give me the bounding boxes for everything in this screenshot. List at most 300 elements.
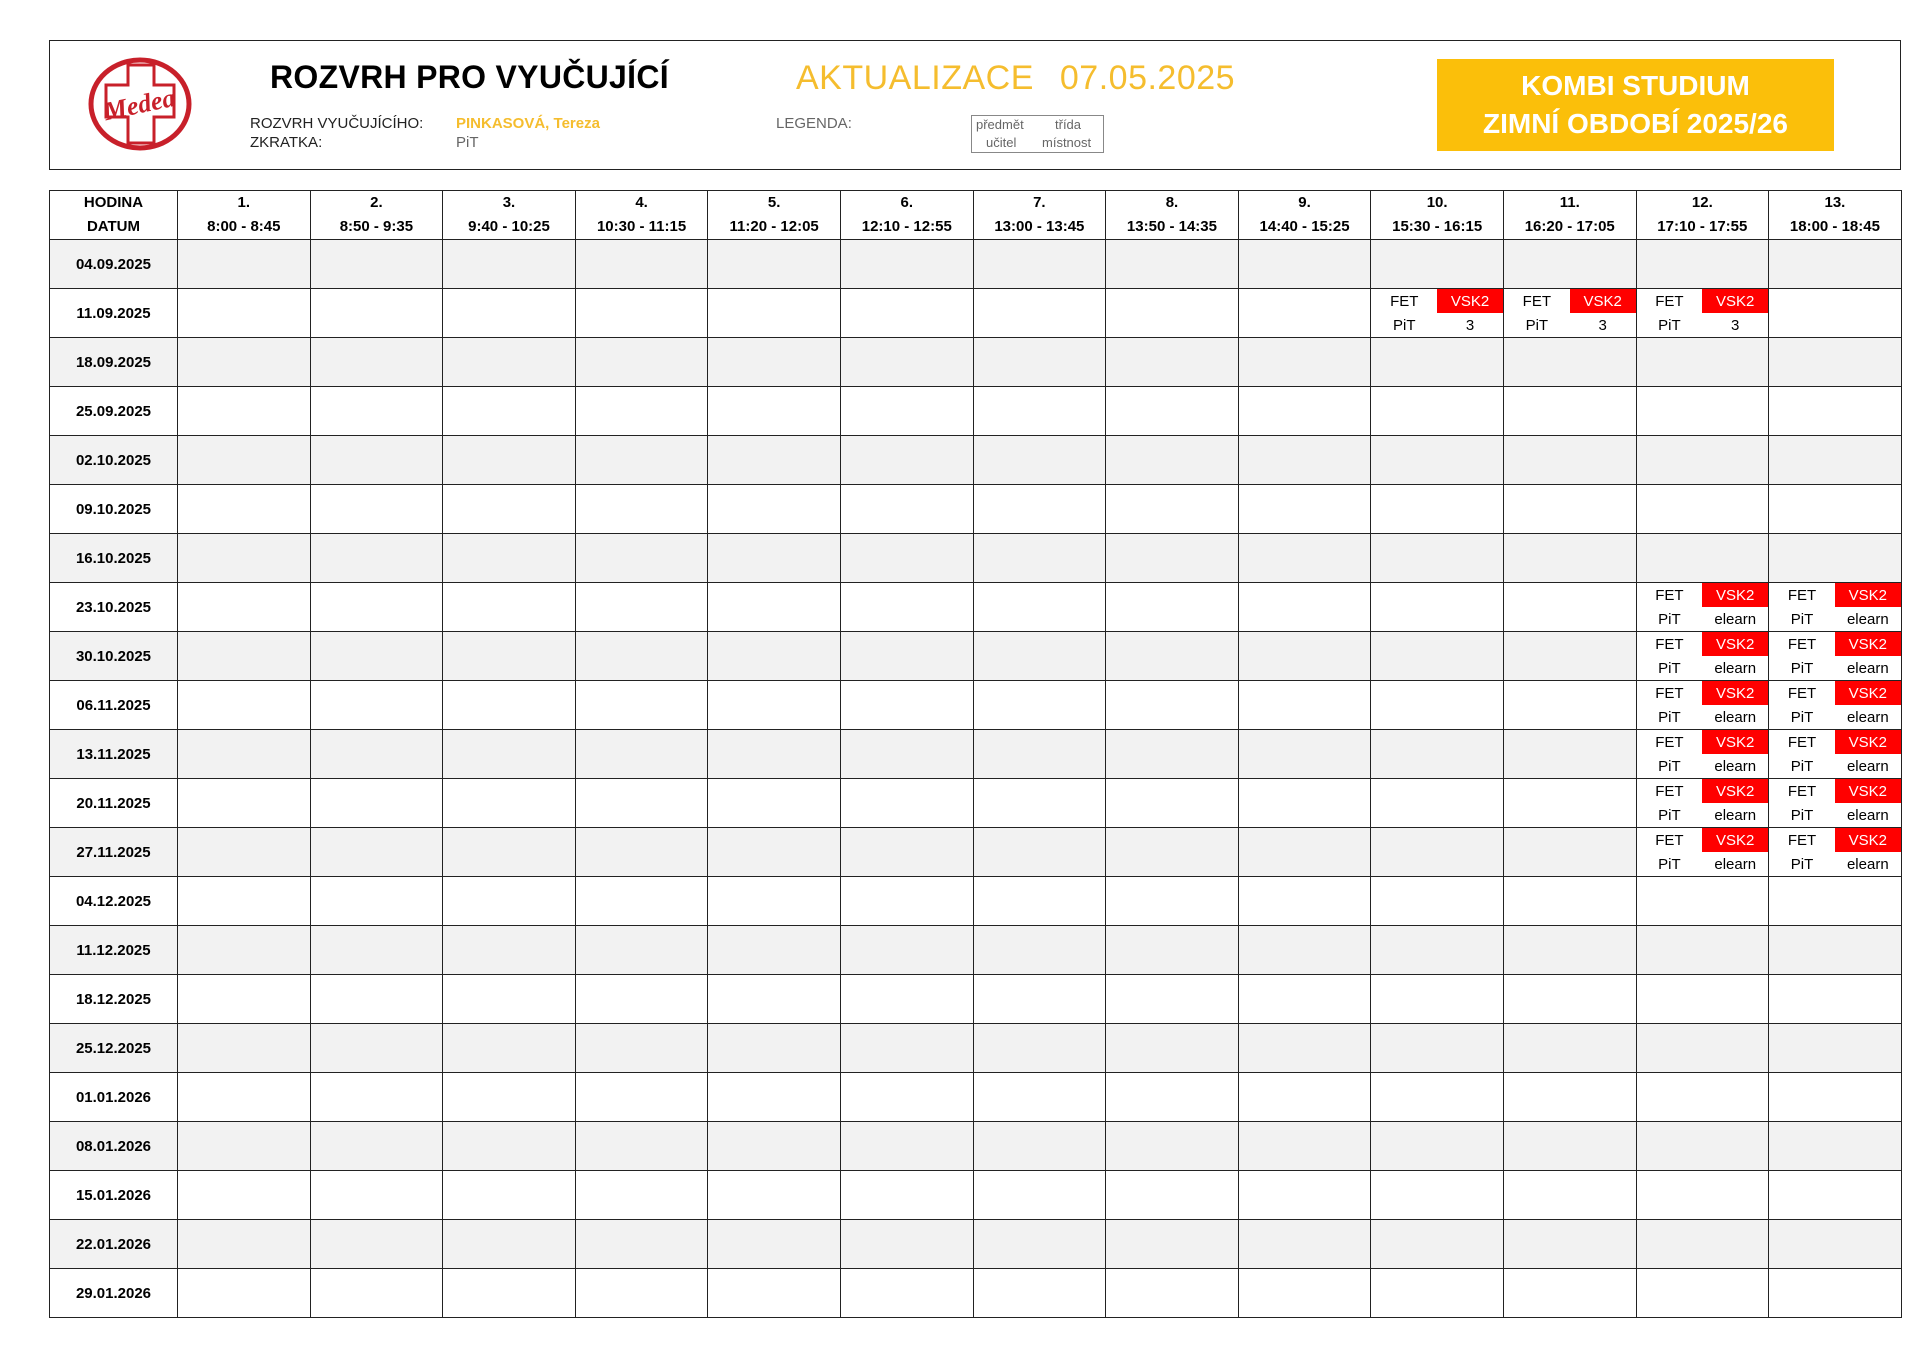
lesson-entry[interactable]	[1769, 681, 1901, 729]
lesson-entry[interactable]	[1637, 779, 1769, 827]
timetable-cell[interactable]	[708, 877, 841, 926]
timetable-cell[interactable]	[1371, 926, 1504, 975]
timetable-cell[interactable]	[1503, 926, 1636, 975]
timetable-cell[interactable]	[1106, 1122, 1239, 1171]
timetable-cell[interactable]	[178, 877, 311, 926]
timetable-cell[interactable]	[310, 730, 443, 779]
timetable-cell[interactable]	[1371, 730, 1504, 779]
timetable-cell[interactable]	[708, 1073, 841, 1122]
timetable-cell[interactable]	[575, 534, 708, 583]
timetable-cell[interactable]	[1238, 387, 1371, 436]
timetable-cell[interactable]	[973, 779, 1106, 828]
timetable-cell[interactable]	[1769, 436, 1902, 485]
timetable-cell[interactable]	[443, 1024, 576, 1073]
timetable-cell[interactable]	[1769, 1269, 1902, 1318]
timetable-cell[interactable]	[1503, 1269, 1636, 1318]
timetable-cell[interactable]	[708, 632, 841, 681]
timetable-cell[interactable]	[443, 877, 576, 926]
timetable-cell[interactable]	[1769, 1220, 1902, 1269]
timetable-cell[interactable]	[840, 1122, 973, 1171]
timetable-cell[interactable]	[443, 240, 576, 289]
timetable-cell[interactable]	[178, 534, 311, 583]
timetable-cell[interactable]	[310, 975, 443, 1024]
timetable-cell[interactable]	[1371, 240, 1504, 289]
timetable-cell[interactable]	[973, 485, 1106, 534]
timetable-cell[interactable]	[1106, 828, 1239, 877]
timetable-cell[interactable]	[443, 1171, 576, 1220]
timetable-cell[interactable]	[1503, 632, 1636, 681]
timetable-cell[interactable]	[973, 1073, 1106, 1122]
timetable-cell[interactable]	[575, 1269, 708, 1318]
timetable-cell[interactable]	[1769, 583, 1902, 632]
lesson-entry[interactable]	[1769, 828, 1901, 876]
timetable-cell[interactable]	[178, 1073, 311, 1122]
timetable-cell[interactable]	[1238, 730, 1371, 779]
timetable-cell[interactable]	[310, 828, 443, 877]
timetable-cell[interactable]	[575, 240, 708, 289]
timetable-cell[interactable]	[973, 240, 1106, 289]
timetable-cell[interactable]	[973, 828, 1106, 877]
timetable-cell[interactable]	[1371, 1122, 1504, 1171]
timetable-cell[interactable]	[1106, 926, 1239, 975]
timetable-cell[interactable]	[1238, 583, 1371, 632]
timetable-cell[interactable]	[973, 877, 1106, 926]
timetable-cell[interactable]	[310, 534, 443, 583]
lesson-entry[interactable]	[1769, 583, 1901, 631]
timetable-cell[interactable]	[1503, 779, 1636, 828]
timetable-cell[interactable]	[1636, 926, 1769, 975]
timetable-cell[interactable]	[575, 1073, 708, 1122]
timetable-cell[interactable]	[1636, 583, 1769, 632]
timetable-cell[interactable]	[708, 289, 841, 338]
timetable-cell[interactable]	[973, 1171, 1106, 1220]
timetable-cell[interactable]	[310, 877, 443, 926]
timetable-cell[interactable]	[973, 681, 1106, 730]
timetable-cell[interactable]	[1636, 1122, 1769, 1171]
timetable-cell[interactable]	[1769, 779, 1902, 828]
timetable-cell[interactable]	[1503, 583, 1636, 632]
timetable-cell[interactable]	[443, 681, 576, 730]
timetable-cell[interactable]	[840, 485, 973, 534]
timetable-cell[interactable]	[1238, 877, 1371, 926]
timetable-cell[interactable]	[575, 1122, 708, 1171]
timetable-cell[interactable]	[1106, 877, 1239, 926]
timetable-cell[interactable]	[575, 681, 708, 730]
timetable-cell[interactable]	[840, 730, 973, 779]
timetable-cell[interactable]	[1238, 1024, 1371, 1073]
timetable-cell[interactable]	[310, 926, 443, 975]
timetable-cell[interactable]	[310, 485, 443, 534]
timetable-cell[interactable]	[1238, 1073, 1371, 1122]
timetable-cell[interactable]	[1636, 779, 1769, 828]
timetable-cell[interactable]	[708, 1171, 841, 1220]
timetable-cell[interactable]	[840, 240, 973, 289]
timetable-cell[interactable]	[1769, 387, 1902, 436]
timetable-cell[interactable]	[1503, 828, 1636, 877]
timetable-cell[interactable]	[708, 828, 841, 877]
timetable-cell[interactable]	[708, 730, 841, 779]
timetable-cell[interactable]	[443, 485, 576, 534]
timetable-cell[interactable]	[708, 485, 841, 534]
timetable-cell[interactable]	[973, 1269, 1106, 1318]
timetable-cell[interactable]	[178, 436, 311, 485]
timetable-cell[interactable]	[1769, 485, 1902, 534]
lesson-entry[interactable]	[1637, 828, 1769, 876]
timetable-cell[interactable]	[1238, 681, 1371, 730]
timetable-cell[interactable]	[1238, 338, 1371, 387]
timetable-cell[interactable]	[1371, 1220, 1504, 1269]
timetable-cell[interactable]	[1106, 534, 1239, 583]
timetable-cell[interactable]	[1769, 926, 1902, 975]
timetable-cell[interactable]	[1371, 828, 1504, 877]
timetable-cell[interactable]	[973, 632, 1106, 681]
timetable-cell[interactable]	[1106, 975, 1239, 1024]
timetable-cell[interactable]	[1371, 289, 1504, 338]
lesson-entry[interactable]	[1769, 632, 1901, 680]
timetable-cell[interactable]	[973, 583, 1106, 632]
timetable-cell[interactable]	[1636, 975, 1769, 1024]
timetable-cell[interactable]	[1106, 632, 1239, 681]
timetable-cell[interactable]	[1636, 681, 1769, 730]
timetable-cell[interactable]	[973, 926, 1106, 975]
timetable-cell[interactable]	[840, 583, 973, 632]
timetable-cell[interactable]	[1371, 583, 1504, 632]
timetable-cell[interactable]	[1238, 1122, 1371, 1171]
timetable-cell[interactable]	[1503, 1171, 1636, 1220]
timetable-cell[interactable]	[973, 975, 1106, 1024]
timetable-cell[interactable]	[1636, 1024, 1769, 1073]
timetable-cell[interactable]	[840, 338, 973, 387]
timetable-cell[interactable]	[1238, 289, 1371, 338]
timetable-cell[interactable]	[310, 338, 443, 387]
timetable-cell[interactable]	[1769, 289, 1902, 338]
timetable-cell[interactable]	[1769, 1171, 1902, 1220]
timetable-cell[interactable]	[1636, 632, 1769, 681]
timetable-cell[interactable]	[310, 289, 443, 338]
timetable-cell[interactable]	[708, 534, 841, 583]
timetable-cell[interactable]	[178, 1122, 311, 1171]
timetable-cell[interactable]	[840, 779, 973, 828]
timetable-cell[interactable]	[1636, 289, 1769, 338]
timetable-cell[interactable]	[708, 1122, 841, 1171]
lesson-entry[interactable]	[1637, 289, 1769, 337]
timetable-cell[interactable]	[1238, 485, 1371, 534]
timetable-cell[interactable]	[443, 1122, 576, 1171]
timetable-cell[interactable]	[443, 779, 576, 828]
timetable-cell[interactable]	[443, 1220, 576, 1269]
timetable-cell[interactable]	[1769, 730, 1902, 779]
timetable-cell[interactable]	[1371, 632, 1504, 681]
timetable-cell[interactable]	[1503, 1024, 1636, 1073]
timetable-cell[interactable]	[1636, 877, 1769, 926]
timetable-cell[interactable]	[575, 436, 708, 485]
timetable-cell[interactable]	[178, 730, 311, 779]
timetable-cell[interactable]	[443, 583, 576, 632]
timetable-cell[interactable]	[708, 240, 841, 289]
timetable-cell[interactable]	[178, 583, 311, 632]
timetable-cell[interactable]	[1238, 926, 1371, 975]
timetable-cell[interactable]	[575, 926, 708, 975]
timetable-cell[interactable]	[1503, 338, 1636, 387]
timetable-cell[interactable]	[1371, 1269, 1504, 1318]
timetable-cell[interactable]	[973, 387, 1106, 436]
timetable-cell[interactable]	[1769, 681, 1902, 730]
timetable-cell[interactable]	[1106, 681, 1239, 730]
timetable-cell[interactable]	[1636, 485, 1769, 534]
timetable-cell[interactable]	[1503, 485, 1636, 534]
timetable-cell[interactable]	[708, 926, 841, 975]
timetable-cell[interactable]	[310, 632, 443, 681]
timetable-cell[interactable]	[1503, 1122, 1636, 1171]
timetable-cell[interactable]	[178, 289, 311, 338]
timetable-cell[interactable]	[1106, 387, 1239, 436]
timetable-cell[interactable]	[575, 877, 708, 926]
timetable-cell[interactable]	[575, 632, 708, 681]
timetable-cell[interactable]	[1371, 387, 1504, 436]
timetable-cell[interactable]	[1106, 1073, 1239, 1122]
timetable-cell[interactable]	[708, 779, 841, 828]
timetable-cell[interactable]	[840, 1073, 973, 1122]
timetable-cell[interactable]	[310, 1122, 443, 1171]
timetable-cell[interactable]	[1636, 1073, 1769, 1122]
timetable-cell[interactable]	[1371, 877, 1504, 926]
timetable-cell[interactable]	[840, 828, 973, 877]
timetable-cell[interactable]	[708, 1024, 841, 1073]
timetable-cell[interactable]	[1371, 338, 1504, 387]
lesson-entry[interactable]	[1769, 779, 1901, 827]
timetable-cell[interactable]	[1238, 779, 1371, 828]
timetable-cell[interactable]	[575, 828, 708, 877]
timetable-cell[interactable]	[310, 583, 443, 632]
timetable-cell[interactable]	[1371, 1171, 1504, 1220]
timetable-cell[interactable]	[1238, 975, 1371, 1024]
timetable-cell[interactable]	[178, 485, 311, 534]
timetable-cell[interactable]	[178, 926, 311, 975]
timetable-cell[interactable]	[1106, 436, 1239, 485]
timetable-cell[interactable]	[1238, 1269, 1371, 1318]
lesson-entry[interactable]	[1371, 289, 1503, 337]
timetable-cell[interactable]	[1106, 779, 1239, 828]
timetable-cell[interactable]	[575, 730, 708, 779]
timetable-cell[interactable]	[1636, 1220, 1769, 1269]
timetable-cell[interactable]	[443, 436, 576, 485]
timetable-cell[interactable]	[1503, 240, 1636, 289]
timetable-cell[interactable]	[840, 1024, 973, 1073]
timetable-cell[interactable]	[840, 1171, 973, 1220]
timetable-cell[interactable]	[178, 1171, 311, 1220]
timetable-cell[interactable]	[575, 583, 708, 632]
timetable-cell[interactable]	[443, 338, 576, 387]
timetable-cell[interactable]	[1371, 779, 1504, 828]
timetable-cell[interactable]	[443, 632, 576, 681]
timetable-cell[interactable]	[840, 632, 973, 681]
timetable-cell[interactable]	[310, 436, 443, 485]
timetable-cell[interactable]	[1769, 632, 1902, 681]
timetable-cell[interactable]	[178, 1024, 311, 1073]
timetable-cell[interactable]	[1371, 681, 1504, 730]
timetable-cell[interactable]	[1106, 485, 1239, 534]
timetable-cell[interactable]	[575, 779, 708, 828]
lesson-entry[interactable]	[1637, 583, 1769, 631]
timetable-cell[interactable]	[178, 240, 311, 289]
timetable-cell[interactable]	[840, 926, 973, 975]
timetable-cell[interactable]	[840, 681, 973, 730]
timetable-cell[interactable]	[1769, 534, 1902, 583]
timetable-cell[interactable]	[1106, 1171, 1239, 1220]
timetable-cell[interactable]	[178, 779, 311, 828]
timetable-cell[interactable]	[840, 975, 973, 1024]
timetable-cell[interactable]	[1503, 534, 1636, 583]
timetable-cell[interactable]	[840, 1269, 973, 1318]
timetable-cell[interactable]	[1636, 387, 1769, 436]
timetable-cell[interactable]	[310, 1024, 443, 1073]
timetable-cell[interactable]	[1238, 828, 1371, 877]
timetable-cell[interactable]	[708, 436, 841, 485]
timetable-cell[interactable]	[973, 1220, 1106, 1269]
timetable-cell[interactable]	[1636, 828, 1769, 877]
lesson-entry[interactable]	[1637, 632, 1769, 680]
timetable-cell[interactable]	[443, 1269, 576, 1318]
timetable-cell[interactable]	[1769, 975, 1902, 1024]
timetable-cell[interactable]	[840, 436, 973, 485]
timetable-cell[interactable]	[973, 338, 1106, 387]
timetable-cell[interactable]	[443, 926, 576, 975]
timetable-cell[interactable]	[1769, 1024, 1902, 1073]
timetable-cell[interactable]	[1106, 583, 1239, 632]
timetable-cell[interactable]	[178, 681, 311, 730]
timetable-cell[interactable]	[1503, 1073, 1636, 1122]
timetable-cell[interactable]	[708, 975, 841, 1024]
timetable-cell[interactable]	[840, 877, 973, 926]
timetable-cell[interactable]	[1106, 289, 1239, 338]
timetable-cell[interactable]	[575, 387, 708, 436]
timetable-cell[interactable]	[575, 1024, 708, 1073]
timetable-cell[interactable]	[178, 1220, 311, 1269]
timetable-cell[interactable]	[575, 289, 708, 338]
timetable-cell[interactable]	[840, 387, 973, 436]
timetable-cell[interactable]	[443, 828, 576, 877]
timetable-cell[interactable]	[1371, 1073, 1504, 1122]
timetable-cell[interactable]	[310, 240, 443, 289]
timetable-cell[interactable]	[443, 387, 576, 436]
timetable-cell[interactable]	[973, 1122, 1106, 1171]
timetable-cell[interactable]	[1106, 730, 1239, 779]
timetable-cell[interactable]	[310, 779, 443, 828]
timetable-cell[interactable]	[708, 1269, 841, 1318]
timetable-cell[interactable]	[708, 681, 841, 730]
timetable-cell[interactable]	[575, 975, 708, 1024]
timetable-cell[interactable]	[178, 1269, 311, 1318]
timetable-cell[interactable]	[1636, 240, 1769, 289]
timetable-cell[interactable]	[1371, 975, 1504, 1024]
timetable-cell[interactable]	[178, 632, 311, 681]
timetable-cell[interactable]	[443, 534, 576, 583]
timetable-cell[interactable]	[1636, 730, 1769, 779]
timetable-cell[interactable]	[178, 828, 311, 877]
timetable-cell[interactable]	[708, 387, 841, 436]
timetable-cell[interactable]	[840, 534, 973, 583]
timetable-cell[interactable]	[1503, 387, 1636, 436]
timetable-cell[interactable]	[840, 1220, 973, 1269]
timetable-cell[interactable]	[575, 1220, 708, 1269]
timetable-cell[interactable]	[973, 436, 1106, 485]
timetable-cell[interactable]	[708, 583, 841, 632]
timetable-cell[interactable]	[1106, 1269, 1239, 1318]
timetable-cell[interactable]	[443, 289, 576, 338]
timetable-cell[interactable]	[1371, 1024, 1504, 1073]
timetable-cell[interactable]	[310, 1073, 443, 1122]
timetable-cell[interactable]	[840, 289, 973, 338]
lesson-entry[interactable]	[1769, 730, 1901, 778]
timetable-cell[interactable]	[1503, 681, 1636, 730]
timetable-cell[interactable]	[1636, 338, 1769, 387]
timetable-cell[interactable]	[1106, 240, 1239, 289]
timetable-cell[interactable]	[1636, 534, 1769, 583]
timetable-cell[interactable]	[973, 534, 1106, 583]
timetable-cell[interactable]	[1503, 436, 1636, 485]
timetable-cell[interactable]	[708, 1220, 841, 1269]
timetable-cell[interactable]	[708, 338, 841, 387]
timetable-cell[interactable]	[1106, 1220, 1239, 1269]
lesson-entry[interactable]	[1637, 730, 1769, 778]
timetable-cell[interactable]	[973, 289, 1106, 338]
timetable-cell[interactable]	[1371, 436, 1504, 485]
timetable-cell[interactable]	[310, 1171, 443, 1220]
timetable-cell[interactable]	[973, 730, 1106, 779]
timetable-cell[interactable]	[1371, 534, 1504, 583]
timetable-cell[interactable]	[310, 387, 443, 436]
timetable-cell[interactable]	[310, 1269, 443, 1318]
timetable-cell[interactable]	[1636, 436, 1769, 485]
timetable-cell[interactable]	[1769, 828, 1902, 877]
timetable-cell[interactable]	[310, 681, 443, 730]
timetable-cell[interactable]	[1636, 1171, 1769, 1220]
timetable-cell[interactable]	[1503, 975, 1636, 1024]
timetable-cell[interactable]	[443, 730, 576, 779]
timetable-cell[interactable]	[1238, 436, 1371, 485]
timetable-cell[interactable]	[575, 1171, 708, 1220]
timetable-cell[interactable]	[1106, 1024, 1239, 1073]
timetable-cell[interactable]	[1106, 338, 1239, 387]
timetable-cell[interactable]	[1503, 877, 1636, 926]
lesson-entry[interactable]	[1504, 289, 1636, 337]
timetable-cell[interactable]	[973, 1024, 1106, 1073]
timetable-cell[interactable]	[310, 1220, 443, 1269]
timetable-cell[interactable]	[178, 338, 311, 387]
timetable-cell[interactable]	[1503, 1220, 1636, 1269]
timetable-cell[interactable]	[1238, 1171, 1371, 1220]
timetable-cell[interactable]	[1238, 240, 1371, 289]
timetable-cell[interactable]	[443, 1073, 576, 1122]
timetable-cell[interactable]	[178, 975, 311, 1024]
timetable-cell[interactable]	[178, 387, 311, 436]
timetable-cell[interactable]	[1636, 1269, 1769, 1318]
timetable-cell[interactable]	[1238, 632, 1371, 681]
timetable-cell[interactable]	[1371, 485, 1504, 534]
timetable-cell[interactable]	[1769, 240, 1902, 289]
timetable-cell[interactable]	[1769, 1073, 1902, 1122]
timetable-cell[interactable]	[1238, 1220, 1371, 1269]
timetable-cell[interactable]	[575, 485, 708, 534]
timetable-cell[interactable]	[1503, 730, 1636, 779]
timetable-cell[interactable]	[1769, 338, 1902, 387]
lesson-entry[interactable]	[1637, 681, 1769, 729]
timetable-cell[interactable]	[1769, 877, 1902, 926]
timetable-cell[interactable]	[443, 975, 576, 1024]
timetable-cell[interactable]	[1238, 534, 1371, 583]
timetable-cell[interactable]	[575, 338, 708, 387]
timetable-cell[interactable]	[1503, 289, 1636, 338]
